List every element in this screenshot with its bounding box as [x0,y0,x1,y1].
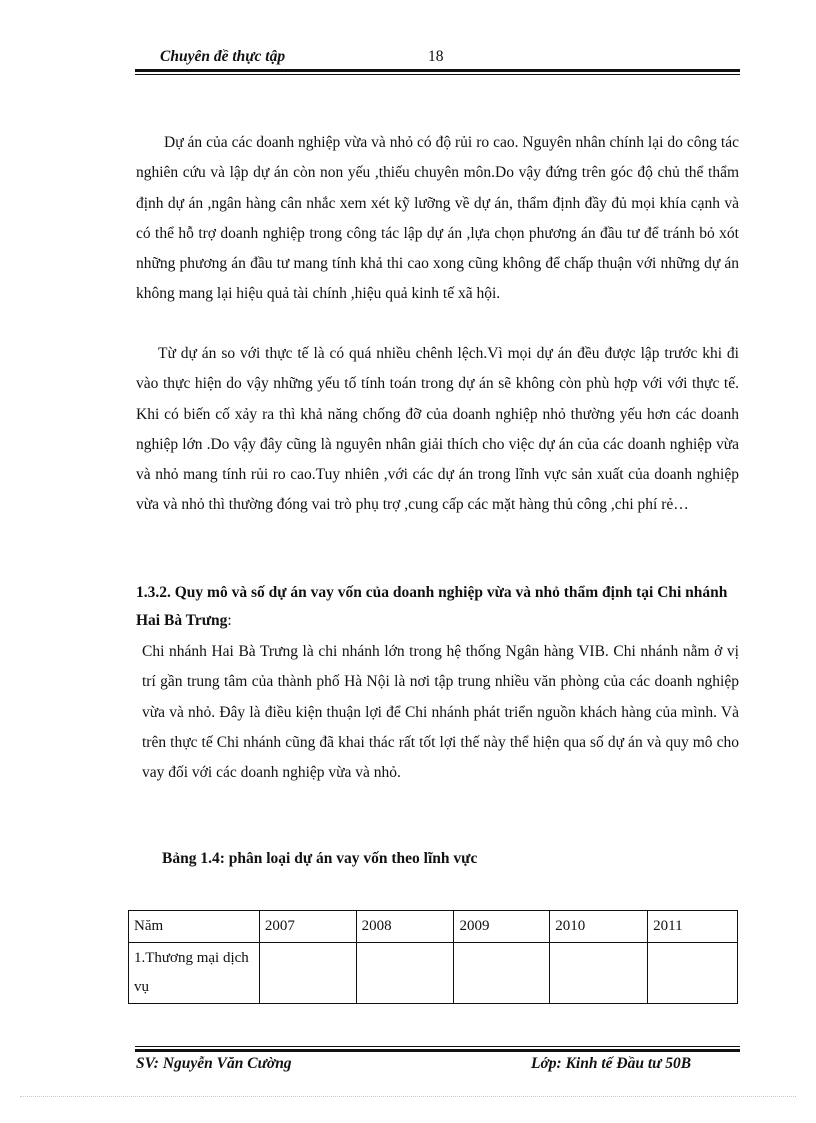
table-caption: Bảng 1.4: phân loại dự án vay vốn theo lĩnh vực [162,850,478,867]
paragraph-branch: Chi nhánh Hai Bà Trưng là chi nhánh lớn trong hệ thống Ngân hàng VIB. Chi nhánh nằm ở vị trí gần trung tâm của thành phố Hà Nội là nơi tập trung nhiều văn phòng của các doanh nghiệp vừa và nhỏ. Đây là điều kiện thuận lợi để Chi nhánh phát triển nguồn khách hàng của mình. Và trên thực tế Chi nhánh cũng đã khai thác rất tốt lợi thế này thể hiện qua số dự án và quy mô cho vay đối với các doanh nghiệp vừa và nhỏ. [142,643,739,782]
section-heading-colon: : [227,612,232,629]
table-cell: 1.Thương mại dịch vụ [129,943,260,1004]
footer-rule-thin [135,1046,740,1047]
paragraph-difference: Từ dự án so với thực tế là có quá nhiều chênh lệch.Vì mọi dự án đều được lập trước khi đi vào thực hiện do vậy những yếu tố tính toán trong dự án sẽ không còn phù hợp với với thực tế. Khi có biến cố xảy ra thì khả năng chống đỡ của doanh nghiệp nhỏ thường yếu hơn các doanh nghiệp lớn .Do vậy đây cũng là nguyên nhân giải thích cho việc dự án của các doanh nghiệp vừa và nhỏ mang tính rủi ro cao.Tuy nhiên ,với các dự án trong lĩnh vực sản xuất của doanh nghiệp vừa và nhỏ thì thường đóng vai trò phụ trợ ,cung cấp các mặt hàng thủ công ,chi phí rẻ… [136,345,739,514]
header-title: Chuyên đề thực tập [160,48,286,65]
table-cell [648,943,738,1004]
page-boundary-dots [20,1096,796,1097]
table-cell [259,943,356,1004]
loan-project-table [128,910,738,1004]
section-heading-text: 1.3.2. Quy mô và số dự án vay vốn của doanh nghiệp vừa và nhỏ thẩm định tại Chi nhánh Hai Bà Trưng [136,584,728,629]
footer-rule-thick [135,1049,740,1052]
page-number: 18 [428,48,444,65]
table-cell [454,943,550,1004]
footer-class: Lớp: Kinh tế Đầu tư 50B [531,1055,692,1072]
table-header-row [129,911,738,943]
table-row [129,943,738,1004]
header-rule-thick [135,69,740,72]
table-cell: Năm [129,911,260,943]
table-cell: 2008 [356,911,454,943]
footer-student: SV: Nguyễn Văn Cường [136,1055,292,1072]
table-cell: 2011 [648,911,738,943]
table-cell: 2009 [454,911,550,943]
table-cell: 2010 [550,911,648,943]
header-rule-thin [135,74,740,75]
table-cell: 2007 [259,911,356,943]
table-cell [356,943,454,1004]
section-heading [136,579,742,635]
paragraph-risk: Dự án của các doanh nghiệp vừa và nhỏ có độ rủi ro cao. Nguyên nhân chính lại do công tác nghiên cứu và lập dự án còn non yếu ,thiếu chuyên môn.Do vậy đứng trên góc độ chủ thể thẩm định dự án ,ngân hàng cân nhắc xem xét kỹ lưỡng về dự án, thẩm định đầy đủ mọi khía cạnh và có thể hỗ trợ doanh nghiệp trong công tác lập dự án ,lựa chọn phương án đầu tư để tránh bỏ xót những phương án đầu tư mang tính khả thi cao xong cũng không để chấp thuận với những dự án không mang lại hiệu quả tài chính ,hiệu quả kinh tế xã hội. [136,134,739,303]
table-cell [550,943,648,1004]
